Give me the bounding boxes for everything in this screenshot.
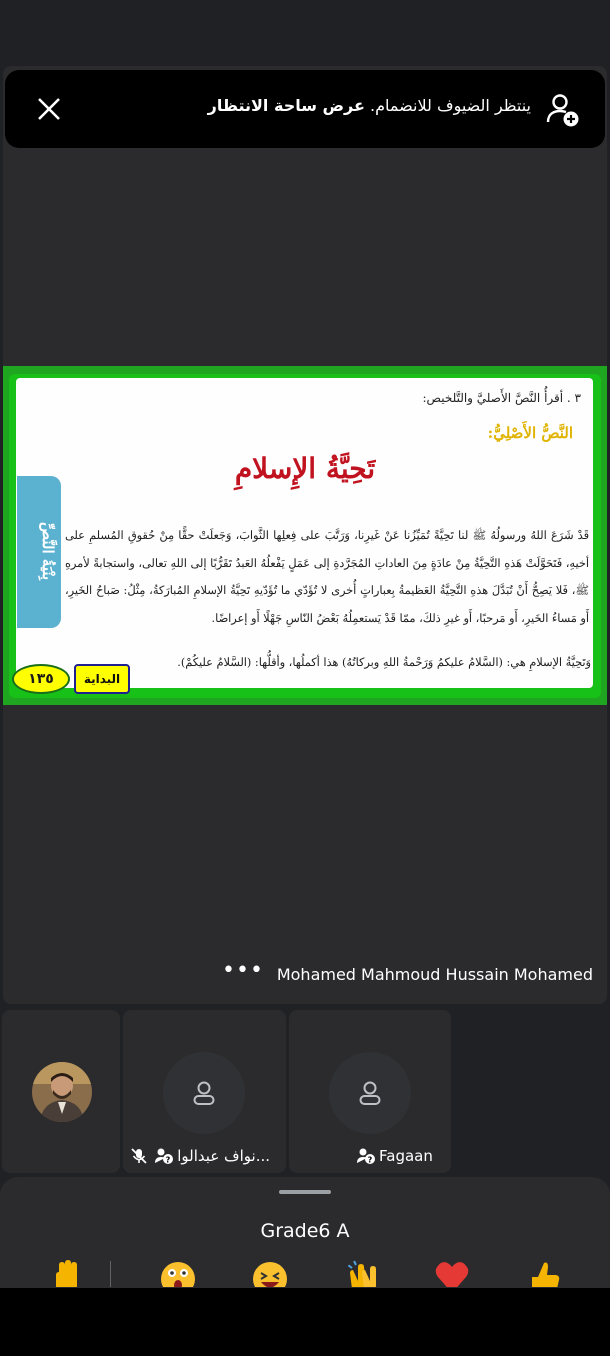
clapping-emoji[interactable]	[344, 1259, 380, 1287]
slide-closing-line: وَتَحِيَّةُ الإسلامِ هي: (السَّلامُ عليكمُ وَرَحْمةُ اللهِ وبركاتُهُ) هذا أكملُها، وأقلُّها: (السَّلامُ عليكُمْ).	[177, 656, 591, 669]
participant-tile[interactable]	[289, 1010, 451, 1173]
view-waiting-room-link[interactable]: عرض ساحة الانتظار	[207, 96, 365, 115]
question-heading: ٣ . أقرأُ النَّصَّ الأَصليَّ والتَّلخيص:	[422, 391, 581, 405]
avatar	[32, 1062, 92, 1122]
guest-icon	[356, 1147, 376, 1165]
person-add-icon	[545, 92, 581, 128]
side-tab-label: بِنْيَةُ النَّصِّ	[39, 521, 57, 581]
person-icon	[192, 1080, 216, 1106]
system-nav-bar	[0, 1288, 610, 1356]
shared-slide	[3, 366, 607, 705]
waiting-room-banner	[5, 70, 605, 148]
avatar-placeholder	[329, 1052, 411, 1134]
meeting-title: Grade6 A	[260, 1220, 350, 1242]
person-icon	[358, 1080, 382, 1106]
page-number-badge: ١٣٥	[12, 664, 70, 694]
banner-text: ينتظر الضيوف للانضمام.	[364, 96, 531, 115]
slide-title: تَحِيَّةُ الإِسلامِ	[234, 452, 376, 485]
participant-label	[353, 1147, 433, 1165]
participant-name: نواف عبدالوا...	[177, 1147, 270, 1165]
laughing-emoji[interactable]	[252, 1259, 288, 1287]
raised-hand-icon[interactable]	[48, 1259, 84, 1287]
participant-tile[interactable]	[123, 1010, 286, 1173]
participant-name: Fagaan	[379, 1147, 433, 1165]
reactions-bar	[0, 1257, 610, 1287]
close-icon[interactable]	[32, 92, 66, 126]
thumbs-up-emoji[interactable]	[526, 1259, 562, 1287]
presenter-name: Mohamed Mahmoud Hussain Mohamed	[276, 965, 593, 984]
guest-icon	[154, 1147, 174, 1165]
banner-message	[208, 96, 531, 115]
reactions-divider	[110, 1261, 111, 1287]
start-button[interactable]: البداية	[74, 664, 130, 694]
slide-body-text: قَدْ شَرَعَ اللهُ ورسولُهُ ﷺ لنا تَحِيَّةً تُمَيِّزُنا عَنْ غَيرِنا، وَرَتَّبَ على فِعلِها الثَّوابَ، وَجَعلَتْ حقًّا مِنْ حُقوقِ المُسلمِ على أخيهِ، فَتَحَوَّلَتْ هَذهِ التَّحِيَّةُ مِنْ عادَةٍ مِنَ العاداتِ المُجَرَّدةِ إلى عَمَلٍ يَفْعلُهُ العَبدُ تَقَرُّبًا إلى اللهِ تعالى، واستجابةً لأمرهِ ﷺ، فَلا يَصِحُّ أَنْ تُبَدَّلَ هذهِ التَّحِيَّةُ العَظيمةُ بِعباراتٍ أُخرى لا تُؤَدّي ما تُؤَدّيهِ تَحِيَّةُ الإسلامِ المُبارَكةُ، مِثْلُ: صَباحُ الخَيرِ، أَو مَساءُ الخَيرِ، أَو مَرحبًا، أَو غيرِ ذلكَ، ممّا قَدْ يَستعمِلُهُ بَعْضُ النّاسِ جَهْلًا أَو إعراضًا.	[65, 529, 589, 625]
astonished-emoji[interactable]	[160, 1259, 196, 1287]
participant-label	[127, 1147, 270, 1165]
heart-emoji[interactable]	[434, 1259, 470, 1287]
participant-tile-self[interactable]	[2, 1010, 120, 1173]
status-bar	[0, 0, 610, 64]
more-horizontal-icon[interactable]: •••	[222, 958, 264, 983]
svg-text:?: ?	[367, 1155, 373, 1165]
section-subheading: النَّصُّ الأَصْلِيُّ:	[487, 424, 573, 442]
svg-text:?: ?	[165, 1155, 171, 1165]
mic-off-icon	[130, 1147, 148, 1165]
avatar-placeholder	[163, 1052, 245, 1134]
drag-handle[interactable]	[279, 1190, 331, 1194]
